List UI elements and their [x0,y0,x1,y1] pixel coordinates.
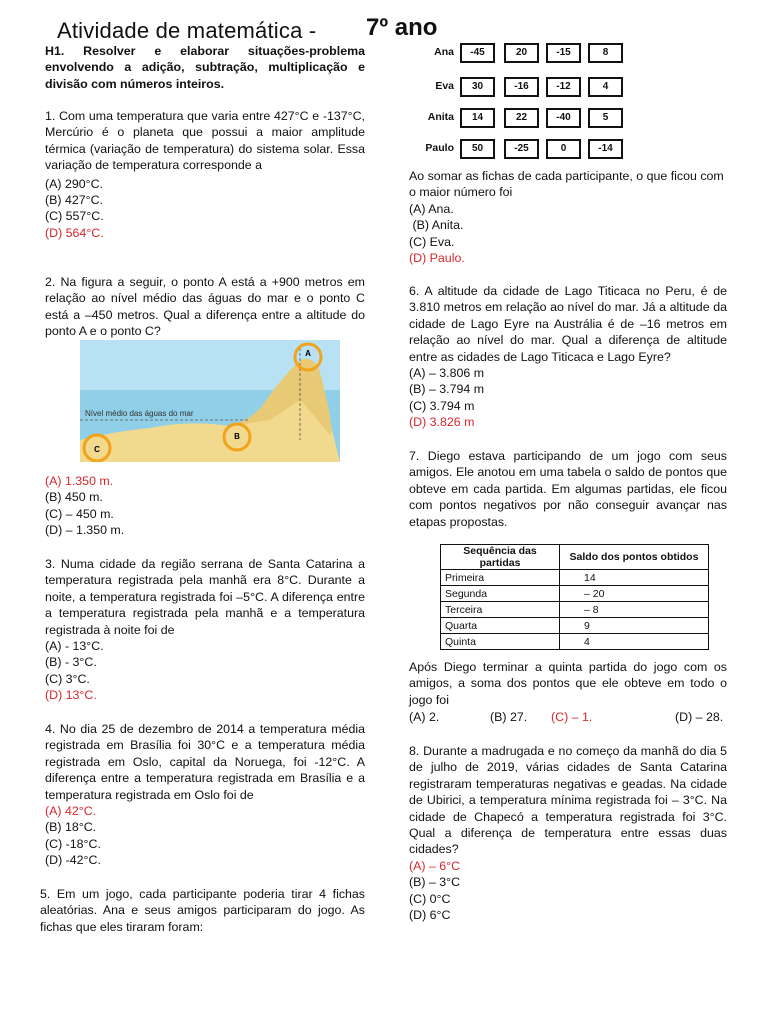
skill-description: H1. Resolver e elaborar situações-problema envolvendo a adição, subtração, multiplicação e divisão com números inteiros. [45,44,365,91]
table-cell: Primeira [441,570,560,586]
question-8-option-a: (A) – 6°C [409,858,461,873]
question-1-option-d: (D) 564°C. [45,225,104,240]
question-7-option-d: (D) – 28. [675,710,724,724]
card: -45 [460,43,495,63]
question-2-option-a: (A) 1.350 m. [45,474,114,488]
question-1 [45,108,365,241]
table-cell: – 20 [560,586,709,602]
table-cell: Terceira [441,602,560,618]
table-cell: 4 [560,634,709,650]
question-2-option-c: (C) – 450 m. [45,506,114,521]
question-6-text: 6. A altitude da cidade de Lago Titicaca no Peru, é de 3.810 metros em relação ao nível do mar. Já a altitude da cidade de Lago Eyre na Austrália é de –16 metros em relação ao nível do mar. Qual a diferença de altitude entre as cidades de Lago Titicaca e Lago Eyre? [409,284,727,364]
question-4-text: 4. No dia 25 de dezembro de 2014 a temperatura média registrada em Brasília foi 30°C e a temperatura média registrada em Oslo, capital da Noruega, foi -12°C. A diferença entre a temperatura registrada em Brasília e a temperatura registrada em Oslo foi de [45,722,365,802]
question-4-option-b: (B) 18°C. [45,820,97,835]
question-8-text: 8. Durante a madrugada e no começo da manhã do dia 5 de julho de 2019, várias cidades de Santa Catarina registraram temperaturas negativas e geadas. Na cidade de Ubirici, a temperatura mínima registrada foi – 3°C. Na cidade de Chapecó a temperatura registrada foi 3°C. Qual a diferença de temperatura entre essas duas cidades? [409,744,727,857]
table-cell: – 8 [560,602,709,618]
cards-row-name: Anita [427,111,454,123]
question-5-question: Ao somar as fichas de cada participante, o que ficou com o maior número foi [409,169,724,200]
cards-row-name: Eva [435,80,454,92]
question-2-options [45,473,345,539]
table-cell: 9 [560,618,709,634]
table-cell: Quinta [441,634,560,650]
cards-row-ana [396,42,626,66]
altitude-figure [80,340,340,462]
question-5-option-c: (C) Eva. [409,234,455,249]
question-5-continuation [409,168,729,266]
table-row [441,586,709,602]
card: -12 [546,77,581,97]
question-8-option-b: (B) – 3°C [409,875,461,890]
question-5-option-b: (B) Anita. [409,218,464,233]
question-4-option-a: (A) 42°C. [45,804,97,819]
question-8 [409,743,727,923]
card: -40 [546,108,581,128]
question-6-option-d: (D) 3.826 m [409,415,475,430]
point-c-label: C [94,445,100,454]
table-row [441,570,709,586]
score-table-header [441,545,709,570]
question-7-question: Após Diego terminar a quinta partida do jogo com os amigos, a soma dos pontos que ele obteve em todo o jogo foi [409,660,727,707]
question-1-text: 1. Com uma temperatura que varia entre 427°C e -137°C, Mercúrio é o planeta que possui a maior amplitude térmica (variação de temperatura) do sistema solar. Essa variação de temperatura corresponde a [45,109,365,173]
question-6 [409,283,727,431]
question-7-options [409,709,727,727]
page-title: Atividade de matemática - [57,18,317,43]
question-7-option-c: (C) – 1. [551,710,593,724]
card: 8 [588,43,623,63]
table-row [441,602,709,618]
card: 0 [546,139,581,159]
card: -16 [504,77,539,97]
question-4-option-d: (D) -42°C. [45,853,101,868]
score-table-header-sequence: Sequência das partidas [441,545,560,570]
score-table [440,544,709,650]
card: 20 [504,43,539,63]
question-3 [45,556,365,704]
question-7-option-b: (B) 27. [490,710,528,724]
question-3-option-d: (D) 13°C. [45,688,97,703]
question-2-text: 2. Na figura a seguir, o ponto A está a +900 metros em relação ao nível médio das águas do mar e o ponto C está a –450 metros. Qual a diferença entre a altitude do ponto A e o ponto C? [45,275,365,339]
question-7-option-a: (A) 2. [409,710,440,724]
sea-level-label: Nível médio das águas do mar [85,409,194,418]
cards-grid [396,42,626,162]
question-7-text: 7. Diego estava participando de um jogo com seus amigos. Ele anotou em uma tabela o saldo de pontos que obteve em cada partida. Em algumas partidas, ele ficou com pontos negativos por não conseguir avançar nas etapas propostas. [409,449,727,529]
card: -14 [588,139,623,159]
question-8-option-c: (C) 0°C [409,891,451,906]
cards-row-name: Paulo [425,142,454,154]
card: 14 [460,108,495,128]
question-4 [45,721,365,869]
question-5-text: 5. Em um jogo, cada participante poderia tirar 4 fichas aleatórias. Ana e seus amigos participaram do jogo. As fichas que eles tiraram foram: [40,887,365,934]
table-cell: Segunda [441,586,560,602]
card: 22 [504,108,539,128]
question-4-option-c: (C) -18°C. [45,836,101,851]
question-8-option-d: (D) 6°C [409,908,451,923]
table-cell: Quarta [441,618,560,634]
question-6-option-c: (C) 3.794 m [409,398,475,413]
point-b-label: B [234,432,240,441]
table-row [441,618,709,634]
question-3-option-b: (B) - 3°C. [45,655,97,670]
table-cell: 14 [560,570,709,586]
cards-row-eva [396,76,626,100]
score-table-header-points: Saldo dos pontos obtidos [560,545,709,570]
card: 30 [460,77,495,97]
table-row [441,634,709,650]
question-1-option-a: (A) 290°C. [45,176,103,191]
point-a-label: A [305,349,311,358]
question-3-option-a: (A) - 13°C. [45,639,104,654]
cards-row-name: Ana [434,46,454,58]
cards-row-anita [396,107,626,131]
cards-row-paulo [396,138,626,162]
question-6-option-a: (A) – 3.806 m [409,366,485,381]
question-1-option-c: (C) 557°C. [45,209,104,224]
card: 50 [460,139,495,159]
question-2-option-d: (D) – 1.350 m. [45,523,125,538]
question-1-option-b: (B) 427°C. [45,193,103,208]
grade-label: 7º ano [366,14,438,41]
question-3-text: 3. Numa cidade da região serrana de Santa Catarina a temperatura registrada pela manhã era 8°C. Durante a noite, a temperatura registrada foi –5°C. A diferença entre a temperatura registrada pela manhã e a temperatura registrada à noite foi de [45,557,365,637]
question-5-option-d: (D) Paulo. [409,251,465,266]
question-3-option-c: (C) 3°C. [45,671,90,686]
question-6-option-b: (B) – 3.794 m [409,382,485,397]
card: -15 [546,43,581,63]
card: 5 [588,108,623,128]
question-2-option-b: (B) 450 m. [45,490,103,505]
card: 4 [588,77,623,97]
question-5-option-a: (A) Ana. [409,201,454,216]
card: -25 [504,139,539,159]
